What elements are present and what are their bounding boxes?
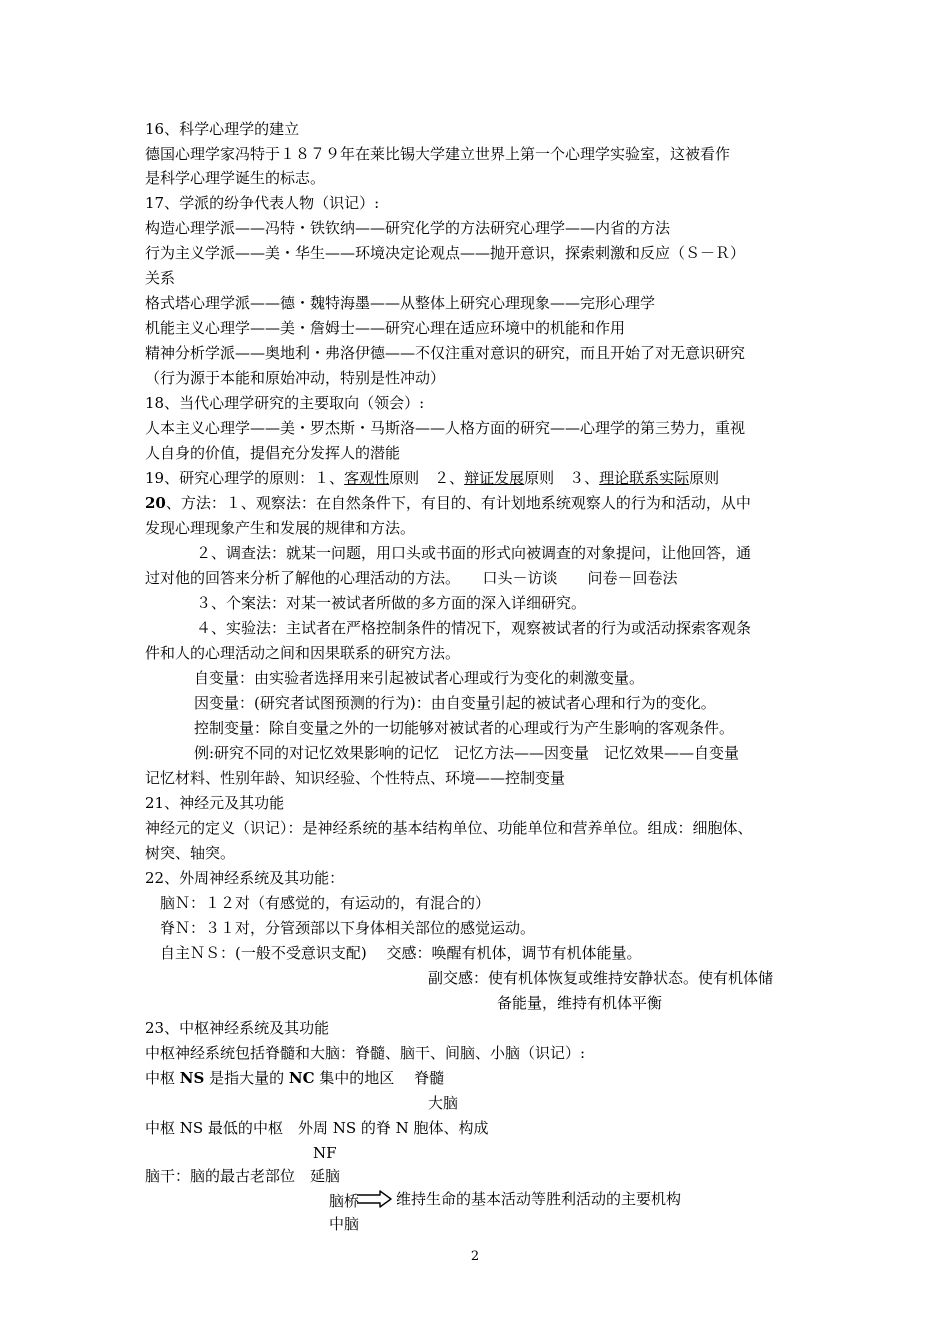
paragraph-line: 脑桥 (329, 1192, 360, 1210)
paragraph-line: 行为主义学派——美・华生——环境决定论观点——抛开意识，探索刺激和反应（Ｓ－Ｒ） (145, 244, 746, 262)
paragraph-line: 中脑 (329, 1215, 360, 1233)
paragraph-line: 过对他的回答来分析了解他的心理活动的方法。 口头－访谈 问卷－回卷法 (145, 569, 678, 587)
text-span: 原则 ３、 (524, 469, 600, 487)
paragraph-line: 脊Ｎ：３１对，分管颈部以下身体相关部位的感觉运动。 (160, 919, 536, 937)
paragraph-line: 精神分析学派——奥地利・弗洛伊德——不仅注重对意识的研究，而且开始了对无意识研究 (145, 344, 746, 362)
paragraph-line: 维持生命的基本活动等胜利活动的主要机构 (396, 1190, 682, 1208)
heading-21: 21、神经元及其功能 (145, 794, 285, 812)
paragraph-line: 记忆材料、性别年龄、知识经验、个性特点、环境——控制变量 (145, 769, 566, 787)
paragraph-line: NF (313, 1144, 337, 1162)
paragraph-line: 德国心理学家冯特于１８７９年在莱比锡大学建立世界上第一个心理学实验室，这被看作 (145, 145, 731, 163)
paragraph-line (145, 1068, 444, 1088)
paragraph-line: 中枢 NS 最低的中枢 外周 NS 的脊 N 胞体、构成 (145, 1119, 489, 1137)
paragraph-line: 自主ＮＳ：(一般不受意识支配) 交感：唤醒有机体，调节有机体能量。 (160, 944, 642, 962)
underlined-term: 理论联系实际 (599, 469, 690, 487)
page-number: 2 (470, 1249, 480, 1264)
paragraph-line: 是科学心理学诞生的标志。 (145, 169, 326, 187)
double-arrow-icon (356, 1190, 392, 1208)
heading-20 (145, 493, 751, 513)
paragraph-line: 副交感：使有机体恢复或维持安静状态。使有机体储 (428, 969, 774, 987)
text-span: 集中的地区 脊髓 (314, 1069, 445, 1087)
underlined-term: 客观性 (344, 469, 390, 487)
paragraph-line: 脑Ｎ：１２对（有感觉的，有运动的，有混合的） (160, 894, 491, 912)
underlined-term: 辩证发展 (464, 469, 525, 487)
heading-18: 18、当代心理学研究的主要取向（领会）: (145, 394, 425, 412)
heading-23: 23、中枢神经系统及其功能 (145, 1019, 330, 1037)
paragraph-line: ２、调查法：就某一问题，用口头或书面的形式向被调查的对象提问，让他回答，通 (196, 544, 752, 562)
paragraph-line: 关系 (145, 269, 176, 287)
paragraph-line: 脑干：脑的最古老部位 延脑 (145, 1167, 341, 1185)
paragraph-line: （行为源于本能和原始冲动，特别是性冲动） (145, 369, 446, 387)
paragraph-line: 大脑 (428, 1094, 459, 1112)
paragraph-line: 人本主义心理学——美・罗杰斯・马斯洛——人格方面的研究——心理学的第三势力，重视 (145, 419, 746, 437)
bold-number: 20 (145, 494, 166, 512)
paragraph-line: 机能主义心理学——美・詹姆士——研究心理在适应环境中的机能和作用 (145, 319, 626, 337)
heading-16: 16、科学心理学的建立 (145, 120, 300, 138)
paragraph-line: 构造心理学派——冯特・铁钦纳——研究化学的方法研究心理学——内省的方法 (145, 219, 671, 237)
text-span: 19、研究心理学的原则：１、 (145, 469, 345, 487)
paragraph-line: 自变量：由实验者选择用来引起被试者心理或行为变化的刺激变量。 (194, 669, 645, 687)
paragraph-line: 中枢神经系统包括脊髓和大脑：脊髓、脑干、间脑、小脑（识记）: (145, 1044, 586, 1062)
heading-17: 17、学派的纷争代表人物（识记）: (145, 194, 380, 212)
bold-term: NC (288, 1069, 315, 1087)
bold-term: NS (179, 1069, 205, 1087)
text-span: 、方法：１、观察法：在自然条件下，有目的、有计划地系统观察人的行为和活动，从中 (165, 494, 751, 512)
paragraph-line: 件和人的心理活动之间和因果联系的研究方法。 (145, 644, 461, 662)
paragraph-line: ３、个案法：对某一被试者所做的多方面的深入详细研究。 (196, 594, 587, 612)
paragraph-line: 控制变量：除自变量之外的一切能够对被试者的心理或行为产生影响的客观条件。 (194, 719, 735, 737)
heading-22: 22、外周神经系统及其功能： (145, 869, 345, 887)
paragraph-line: 发现心理现象产生和发展的规律和方法。 (145, 519, 416, 537)
paragraph-line: 备能量，维持有机体平衡 (497, 994, 663, 1012)
text-span: 中枢 (145, 1069, 180, 1087)
paragraph-line: 人自身的价值，提倡充分发挥人的潜能 (145, 444, 401, 462)
paragraph-line: 神经元的定义（识记）：是神经系统的基本结构单位、功能单位和营养单位。组成：细胞体、 (145, 819, 753, 837)
paragraph-line: 例:研究不同的对记忆效果影响的记忆 记忆方法——因变量 记忆效果——自变量 (194, 744, 740, 762)
paragraph-line: 格式塔心理学派——德・魏特海墨——从整体上研究心理现象——完形心理学 (145, 294, 656, 312)
heading-19 (145, 468, 719, 488)
paragraph-line: ４、实验法：主试者在严格控制条件的情况下，观察被试者的行为或活动探索客观条 (196, 619, 752, 637)
paragraph-line: 因变量：(研究者试图预测的行为)：由自变量引起的被试者心理和行为的变化。 (194, 694, 716, 712)
text-span: 原则 ２、 (389, 469, 465, 487)
paragraph-line: 树突、轴突。 (145, 844, 236, 862)
text-span: 原则 (689, 469, 720, 487)
text-span: 是指大量的 (204, 1069, 289, 1087)
